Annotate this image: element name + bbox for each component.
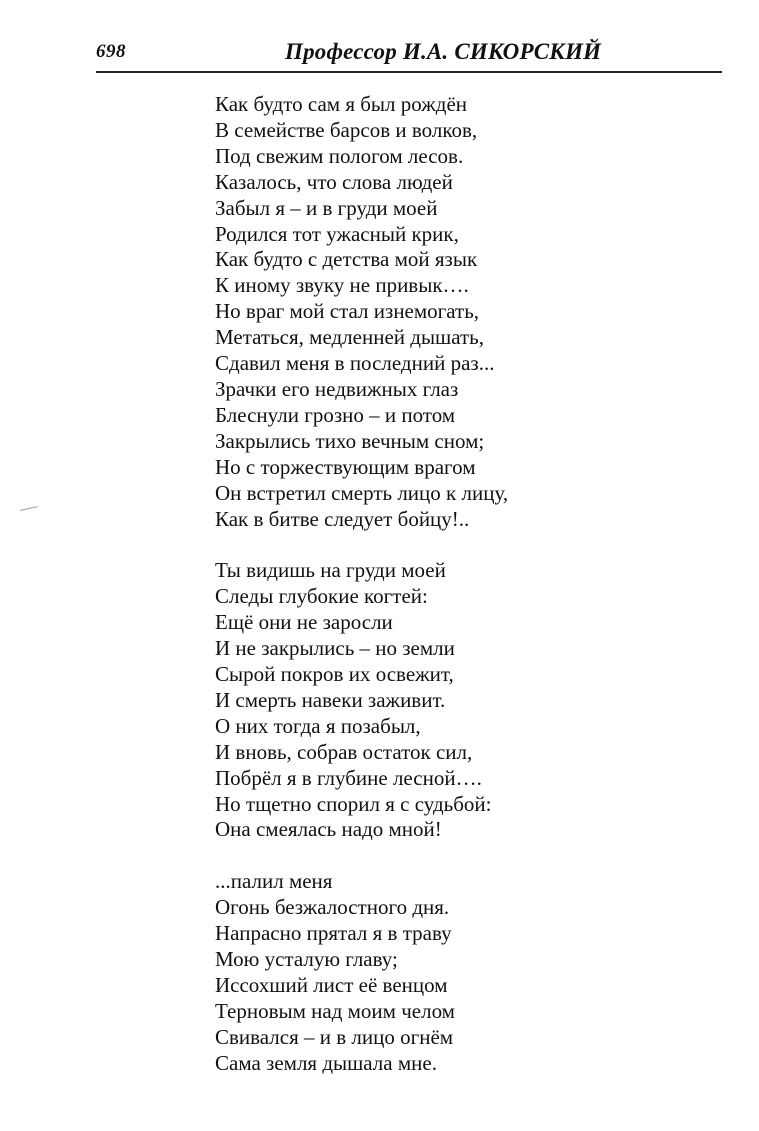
margin-pencil-mark [20, 506, 38, 511]
poem-line: В семействе барсов и волков, [215, 117, 478, 142]
poem-line: Сдавил меня в последний раз... [215, 351, 495, 376]
poem-line: Как в битве следует бойцу!.. [215, 506, 470, 531]
running-head: Профессор И.А. СИКОРСКИЙ [285, 39, 602, 64]
poem-line: Но тщетно спорил я с судьбой: [215, 791, 492, 816]
poem-line: Терновым над моим челом [215, 998, 455, 1023]
stanza-1 [215, 92, 695, 532]
poem-line: Метаться, медленней дышать, [215, 325, 485, 350]
poem-line: Побрёл я в глубине лесной…. [215, 765, 482, 790]
poem-line: Родился тот ужасный крик, [215, 221, 459, 246]
poem-line: Но враг мой стал изнемогать, [215, 299, 480, 324]
poem-line: Мою усталую главу; [215, 947, 398, 972]
poem-line: Казалось, что слова людей [215, 169, 453, 194]
poem-line: И не закрылись – но земли [215, 636, 455, 661]
poem-line: К иному звуку не привык…. [215, 273, 469, 298]
poem-line: Она смеялась надо мной! [215, 817, 442, 842]
header-rule [96, 71, 722, 73]
poem-line: Закрылись тихо вечным сном; [215, 428, 485, 453]
poem-line: Он встретил смерть лицо к лицу, [215, 480, 509, 505]
poem-body [215, 92, 695, 1103]
poem-line: Блеснули грозно – и потом [215, 402, 456, 427]
poem-line: Под свежим пологом лесов. [215, 143, 464, 168]
poem-line: Сама земля дышала мне. [215, 1050, 437, 1075]
page-number: 698 [96, 41, 126, 62]
poem-line: Иссохший лист её венцом [215, 973, 448, 997]
poem-line: Зрачки его недвижных глаз [215, 376, 459, 401]
stanza-3 [215, 869, 695, 1076]
poem-line: Огонь безжалостного дня. [215, 895, 450, 920]
poem-line: Следы глубокие когтей: [215, 584, 428, 609]
poem-line: Забыл я – и в груди моей [215, 195, 438, 220]
poem-line: И вновь, собрав остаток сил, [215, 739, 473, 764]
poem-line: Но с торжествующим врагом [215, 454, 476, 479]
stanza-2 [215, 558, 695, 843]
poem-line: Свивался – и в лицо огнём [215, 1024, 454, 1049]
poem-line: Ты видишь на груди моей [215, 558, 446, 583]
poem-line: Как будто с детства мой язык [215, 247, 478, 272]
poem-line: Напрасно прятал я в траву [215, 921, 452, 946]
poem-line: Ещё они не заросли [215, 610, 393, 635]
poem-line: Сырой покров их освежит, [215, 662, 454, 687]
poem-line: ...палил меня [215, 869, 333, 894]
poem-line: Как будто сам я был рождён [215, 92, 467, 116]
poem-line: О них тогда я позабыл, [215, 713, 421, 738]
poem-line: И смерть навеки заживит. [215, 687, 446, 712]
